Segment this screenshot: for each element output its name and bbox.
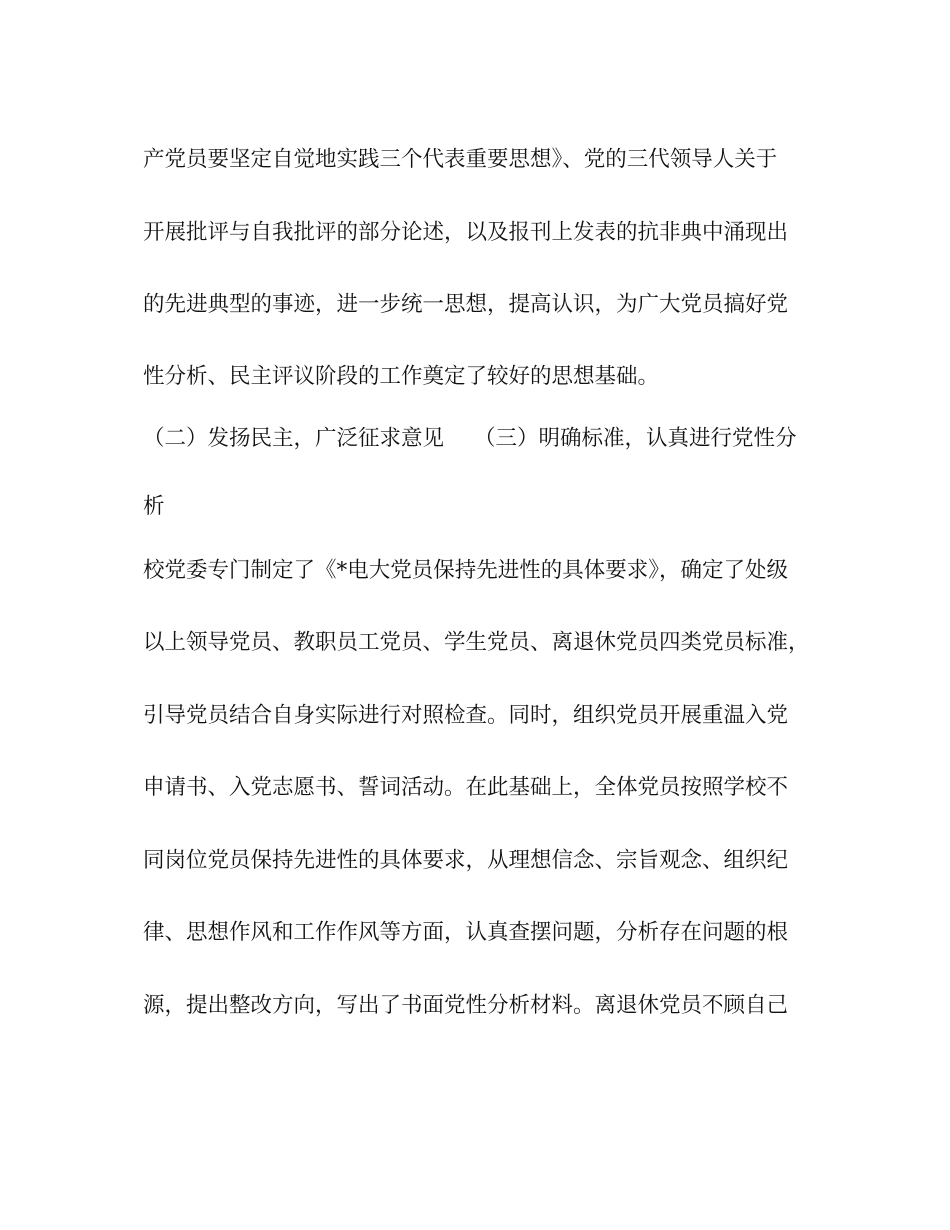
paragraph2-line-7: 源，提出整改方向，写出了书面党性分析材料。离退休党员不顾自己	[143, 993, 789, 1018]
section3-heading-continuation: 析	[143, 494, 165, 519]
paragraph1-line-4: 性分析、民主评议阶段的工作奠定了较好的思想基础。	[143, 364, 660, 389]
paragraph2-line-5: 同岗位党员保持先进性的具体要求，从理想信念、宗旨观念、组织纪	[143, 848, 789, 873]
section-headings-row	[143, 425, 823, 453]
paragraph2-line-2: 以上领导党员、教职员工党员、学生党员、离退休党员四类党员标准，	[143, 630, 810, 655]
paragraph2-line-4: 申请书、入党志愿书、誓词活动。在此基础上，全体党员按照学校不	[143, 775, 789, 800]
paragraph1-line-3: 的先进典型的事迹，进一步统一思想，提高认识，为广大党员搞好党	[143, 292, 789, 317]
paragraph1-line-2: 开展批评与自我批评的部分论述，以及报刊上发表的抗非典中涌现出	[143, 220, 789, 245]
paragraph2-line-1: 校党委专门制定了《*电大党员保持先进性的具体要求》，确定了处级	[143, 558, 789, 583]
paragraph1-line-1: 产党员要坚定自觉地实践三个代表重要思想》、党的三代领导人关于	[143, 147, 778, 172]
section2-heading: （二）发扬民主，广泛征求意见	[143, 426, 445, 451]
paragraph2-line-6: 律、思想作风和工作作风等方面，认真查摆问题，分析存在问题的根	[143, 920, 789, 945]
section3-heading: （三）明确标准，认真进行党性分	[474, 426, 797, 451]
paragraph2-line-3: 引导党员结合自身实际进行对照检查。同时，组织党员开展重温入党	[143, 703, 789, 728]
